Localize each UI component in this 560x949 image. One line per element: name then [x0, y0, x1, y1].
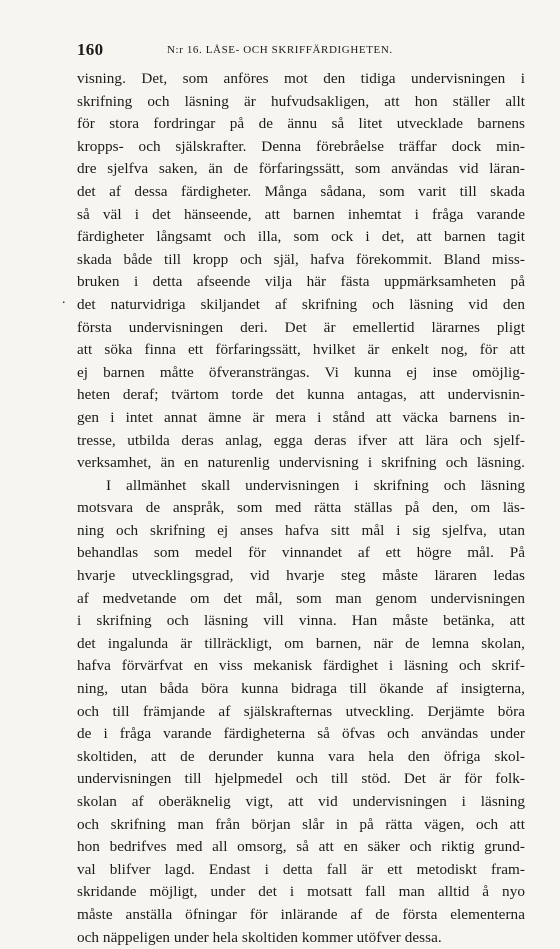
text-line: visning. Det, som anföres mot den tidiga undervisningen i: [77, 70, 525, 87]
text-line: kropps- och själskrafter. Denna förebråelse träffar dock min-: [77, 137, 525, 155]
text-line: hvarje utvecklingsgrad, vid hvarje steg måste läraren ledas: [77, 567, 525, 585]
page-header: [77, 40, 527, 60]
text-line: dre sjelfva saken, än de förfaringssätt, som användas vid läran-: [77, 160, 525, 178]
text-line: motsvara de anspråk, som med rätta ställas på den, om läs-: [77, 499, 525, 517]
text-line: måste anställa öfningar för inlärande af de första elementerna: [77, 905, 525, 923]
text-line: skada både till kropp och själ, hafva förekommit. Bland miss-: [77, 250, 525, 268]
text-line: bruken i detta afseende vilja här fästa uppmärksamheten på: [77, 273, 525, 291]
text-line: skolan af oberäknelig vigt, att vid undervisningen i läsning: [77, 793, 525, 810]
page-number: 160: [77, 40, 104, 59]
text-line: af medvetande om det mål, som man genom undervisningen: [77, 589, 525, 607]
text-line: de i fråga varande färdigheterna så öfvas och användas under: [77, 725, 525, 743]
text-line: och skrifning man från början slår in på rätta vägen, och att: [77, 815, 525, 833]
text-line: ning, utan båda böra kunna bidraga till ökande af insigterna,: [77, 680, 525, 698]
text-line: ning och skrifning ej anses hafva sitt mål i sig sjelfva, utan: [77, 521, 525, 539]
text-line: skridande möjligt, under det i motsatt fall man alltid å nyo: [77, 883, 525, 901]
text-line: i skrifning och läsning vill vinna. Han måste betänka, att: [77, 612, 525, 630]
text-line: det af dessa färdigheter. Många sådana, som varit till skada: [77, 182, 525, 200]
text-line: gen i intet annat ämne är mera i stånd att väcka barnens in-: [77, 408, 525, 426]
text-line: heten deraf; tvärtom torde det kunna antagas, att undervisnin-: [77, 386, 525, 404]
text-line: verksamhet, än en naturenlig undervisning i skrifning och läsning.: [77, 454, 525, 472]
text-line: det naturvidriga skiljandet af skrifning och läsning vid den: [77, 295, 525, 313]
text-line: ej barnen måtte öfveransträngas. Vi kunna ej inse omöjlig-: [77, 363, 525, 381]
running-title: N:r 16. LÅSE- OCH SKRIFFÄRDIGHETEN.: [167, 44, 393, 56]
text-line: hon bedrifves med all omsorg, så att en säker och riktig grund-: [77, 838, 525, 856]
body-text: [77, 68, 525, 949]
margin-mark: .: [62, 292, 66, 307]
text-line: för stora fordringar på de ännu så litet utvecklade barnens: [77, 115, 525, 133]
text-line: att söka finna ett förfaringssätt, hvilket är enkelt nog, för att: [77, 341, 525, 359]
text-line: hafva förvärfvat en viss mekanisk färdighet i läsning och skrif-: [77, 657, 525, 675]
text-line: och näppeligen under hela skoltiden kommer utöfver dessa.: [77, 928, 442, 946]
text-line: tresse, utbilda deras anlag, egga deras ifver att lära och sjelf-: [77, 431, 525, 449]
text-line: och till främjande af själskrafternas utveckling. Derjämte böra: [77, 702, 525, 720]
text-line: behandlas som medel för vinnandet af ett högre mål. På: [77, 544, 525, 562]
text-line: I allmänhet skall undervisningen i skrifning och läsning: [106, 476, 525, 494]
text-line: färdigheter långsamt och illa, som ock i det, att barnen tagit: [77, 228, 525, 246]
text-line: skrifning och läsning är hufvudsakligen, att hon ställer allt: [77, 92, 525, 110]
text-line: skoltiden, att de derunder kunna vara hela den öfriga skol-: [77, 747, 525, 765]
text-line: så väl i det hänseende, att barnen inhemtat i fråga varande: [77, 205, 525, 223]
text-line: val blifver lagd. Endast i detta fall är ett metodiskt fram-: [77, 860, 525, 878]
text-line: det ingalunda är tillräckligt, om barnen, när de lemna skolan,: [77, 634, 525, 652]
text-line: första undervisningen deri. Det är emellertid lärarnes pligt: [77, 318, 525, 336]
text-line: undervisningen till hjelpmedel och till stöd. Det är för folk-: [77, 770, 525, 788]
